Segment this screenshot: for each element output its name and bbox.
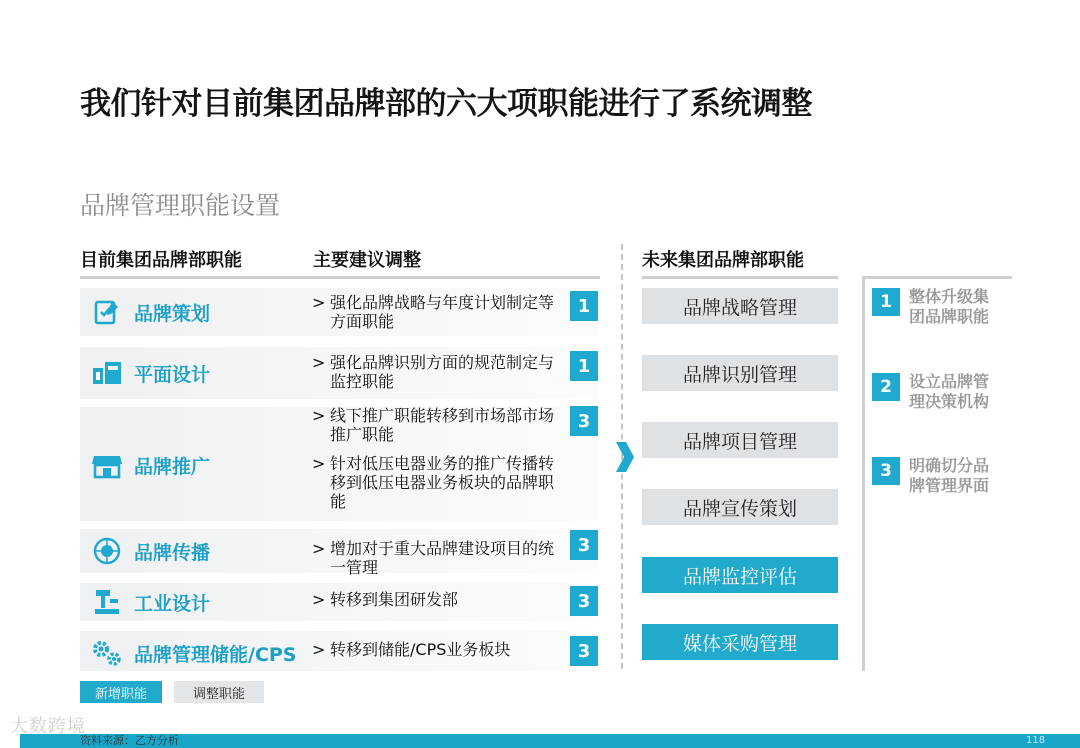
adjustment-item: > 转移到集团研发部 <box>312 590 459 609</box>
watermark-text: 大数跨境 <box>10 716 86 737</box>
industrial-machine-icon <box>90 585 124 619</box>
storefront-icon <box>90 448 124 482</box>
summary-number-badge: 1 <box>872 288 900 316</box>
adjustment-item: > 针对低压电器业务的推广传播转移到低压电器业务板块的品牌职能 <box>312 454 568 511</box>
summary-item <box>872 287 1004 327</box>
function-label: 工业设计 <box>134 592 211 615</box>
footer-bar <box>20 734 1080 748</box>
section-subtitle: 品牌管理职能设置 <box>80 191 281 220</box>
priority-badge: 3 <box>570 530 598 560</box>
summary-text: 整体升级集团品牌职能 <box>909 287 990 326</box>
priority-badge: 1 <box>570 291 598 321</box>
priority-badge: 3 <box>570 636 598 666</box>
function-label: 品牌传播 <box>134 541 211 564</box>
function-brand-planning <box>90 295 210 329</box>
summary-text: 设立品牌管理决策机构 <box>909 372 990 411</box>
legend-new-function: 新增职能 <box>80 681 162 703</box>
header-future-functions: 未来集团品牌部职能 <box>642 250 804 271</box>
function-brand-promotion <box>90 448 210 482</box>
adjustment-item: > 转移到储能/CPS业务板块 <box>312 640 511 659</box>
adjustment-item: > 增加对于重大品牌建设项目的统一管理 <box>312 539 568 577</box>
adjustment-text: 强化品牌战略与年度计划制定等方面职能 <box>330 293 555 331</box>
page-number: 118 <box>1026 735 1046 746</box>
globe-broadcast-icon <box>90 534 124 568</box>
header-main-adjustments: 主要建议调整 <box>313 250 421 271</box>
legend-adjusted-function: 调整职能 <box>174 681 264 703</box>
adjustment-text: 增加对于重大品牌建设项目的统一管理 <box>330 539 555 577</box>
page-title: 我们针对目前集团品牌部的六大项职能进行了系统调整 <box>80 86 812 122</box>
gears-icon <box>90 636 124 670</box>
adjustment-text: 强化品牌识别方面的规范制定与监控职能 <box>330 353 555 391</box>
priority-badge: 3 <box>570 586 598 616</box>
edit-document-icon <box>90 295 124 329</box>
priority-badge: 3 <box>570 406 598 436</box>
function-industrial-design <box>90 585 210 619</box>
source-note: 资料来源：乙方分析 <box>80 734 179 747</box>
adjustment-text: 针对低压电器业务的推广传播转移到低压电器业务板块的品牌职能 <box>330 454 555 511</box>
chevron-right-icon <box>612 440 636 474</box>
function-label: 品牌推广 <box>134 455 211 478</box>
header-rule-middle <box>642 276 838 279</box>
future-function-box: 品牌项目管理 <box>642 422 838 458</box>
function-label: 平面设计 <box>134 363 211 386</box>
future-function-box: 品牌识别管理 <box>642 355 838 391</box>
summary-text: 明确切分品牌管理界面 <box>909 456 990 495</box>
function-brand-management-cps <box>90 636 297 670</box>
adjustment-item: > 强化品牌识别方面的规范制定与监控职能 <box>312 353 568 391</box>
future-function-box-new: 品牌监控评估 <box>642 557 838 593</box>
summary-item <box>872 456 1004 496</box>
adjustment-text: 转移到储能/CPS业务板块 <box>330 640 511 659</box>
summary-item <box>872 372 1004 412</box>
adjustment-text: 线下推广职能转移到市场部市场推广职能 <box>330 406 555 444</box>
adjustment-text: 转移到集团研发部 <box>330 590 459 609</box>
priority-badge: 1 <box>570 351 598 381</box>
function-graphic-design <box>90 356 210 390</box>
function-label: 品牌策划 <box>134 302 211 325</box>
printer-design-icon <box>90 356 124 390</box>
summary-number-badge: 3 <box>872 457 900 485</box>
adjustment-item: > 线下推广职能转移到市场部市场推广职能 <box>312 406 568 444</box>
adjustment-item: > 强化品牌战略与年度计划制定等方面职能 <box>312 293 568 331</box>
header-current-functions: 目前集团品牌部职能 <box>80 250 242 271</box>
summary-number-badge: 2 <box>872 373 900 401</box>
function-label: 品牌管理储能/CPS <box>134 643 297 666</box>
future-function-box: 品牌战略管理 <box>642 288 838 324</box>
future-function-box: 品牌宣传策划 <box>642 489 838 525</box>
header-rule-left <box>80 276 600 279</box>
future-function-box-new: 媒体采购管理 <box>642 624 838 660</box>
function-brand-communication <box>90 534 210 568</box>
